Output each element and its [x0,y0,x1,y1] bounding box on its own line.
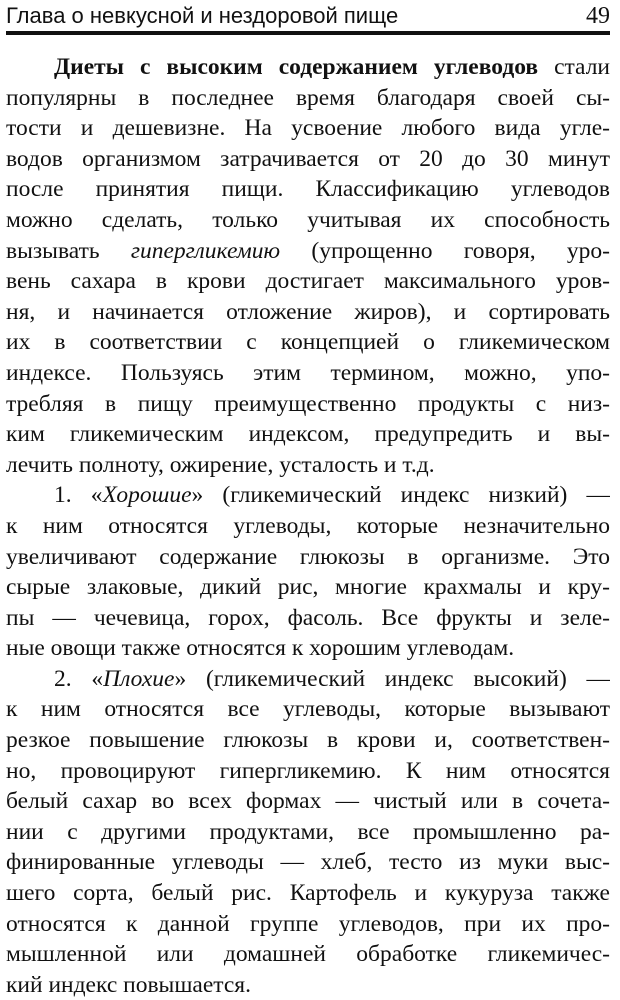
text-line: но, провоцируют гипергликемию. К ним относятся [6,757,610,784]
text-line: ким гликемическим индексом, предупредить и вы- [6,421,610,448]
text-span: 1. « [54,482,103,509]
italic-term: Плохие [103,665,175,692]
italic-term: гипергликемию [130,237,281,264]
chapter-title: Глава о невкусной и нездоровой пище [6,3,399,28]
text-line: популярны в последнее время благодаря своей сы- [6,84,610,111]
italic-term: Хорошие [102,482,192,509]
text-line: можно сделать, только учитывая их способность [6,206,610,233]
text-line: после принятия пищи. Классификацию углеводов [6,176,610,203]
text-line [6,664,610,695]
text-span: (упрощенно говоря, уро- [280,237,610,264]
text-line: финированные углеводы — хлеб, тесто из муки выс- [6,849,610,876]
text-span: 2. « [54,665,104,692]
text-line: нии с другими продуктами, все промышленно ра- [6,818,610,845]
text-line: вень сахара в крови достигает максимального уров- [6,268,610,295]
header-rule [6,31,610,35]
text-line: белый сахар во всех формах — чистый или в сочета- [6,788,610,815]
text-line: пы — чечевица, горох, фасоль. Все фрукты и зеле- [6,604,610,631]
text-line: к ним относятся все углеводы, которые вызывают [6,696,610,723]
text-line: лечить полноту, ожирение, усталость и т.д. [6,451,435,478]
text-line: резкое повышение глюкозы в крови и, соответствен- [6,727,610,754]
running-head [6,0,610,28]
text-line: требляя в пищу преимущественно продукты с низ- [6,390,610,417]
text-line: увеличивают содержание глюкозы в организме. Это [6,543,610,570]
text-line: сырые злаковые, дикий рис, многие крахмалы и кру- [6,574,610,601]
text-line: шего сорта, белый рис. Картофель и кукуруза также [6,880,610,907]
text-span: стали [538,54,610,80]
text-line: ня, и начинается отложение жиров), и сортировать [6,298,610,325]
body-text [6,52,610,1000]
text-span: вызывать [6,237,131,264]
text-line [6,236,610,267]
text-line: их в соответствии с концепцией о гликемическом [6,329,610,356]
text-line: ные овощи также относятся к хорошим углеводам. [6,635,515,662]
text-line: кий индекс повышается. [6,971,251,998]
text-line: индексе. Пользуясь этим термином, можно, упо- [6,359,610,386]
text-span: » (гликемический индекс высокий) — [174,665,610,692]
page-number: 49 [586,3,610,29]
bold-term: Диеты с высоким содержанием углеводов [54,54,539,80]
text-line: водов организмом затрачивается от 20 до 30 минут [6,145,610,172]
text-line [6,480,610,511]
text-line: относятся к данной группе углеводов, при их про- [6,910,610,937]
text-line [6,52,610,83]
text-line: мышленной или домашней обработке гликемичес- [6,941,610,968]
text-line: тости и дешевизне. На усвоение любого вида угле- [6,115,610,142]
text-line: к ним относятся углеводы, которые незначительно [6,512,610,539]
text-span: » (гликемический индекс низкий) — [191,482,610,509]
